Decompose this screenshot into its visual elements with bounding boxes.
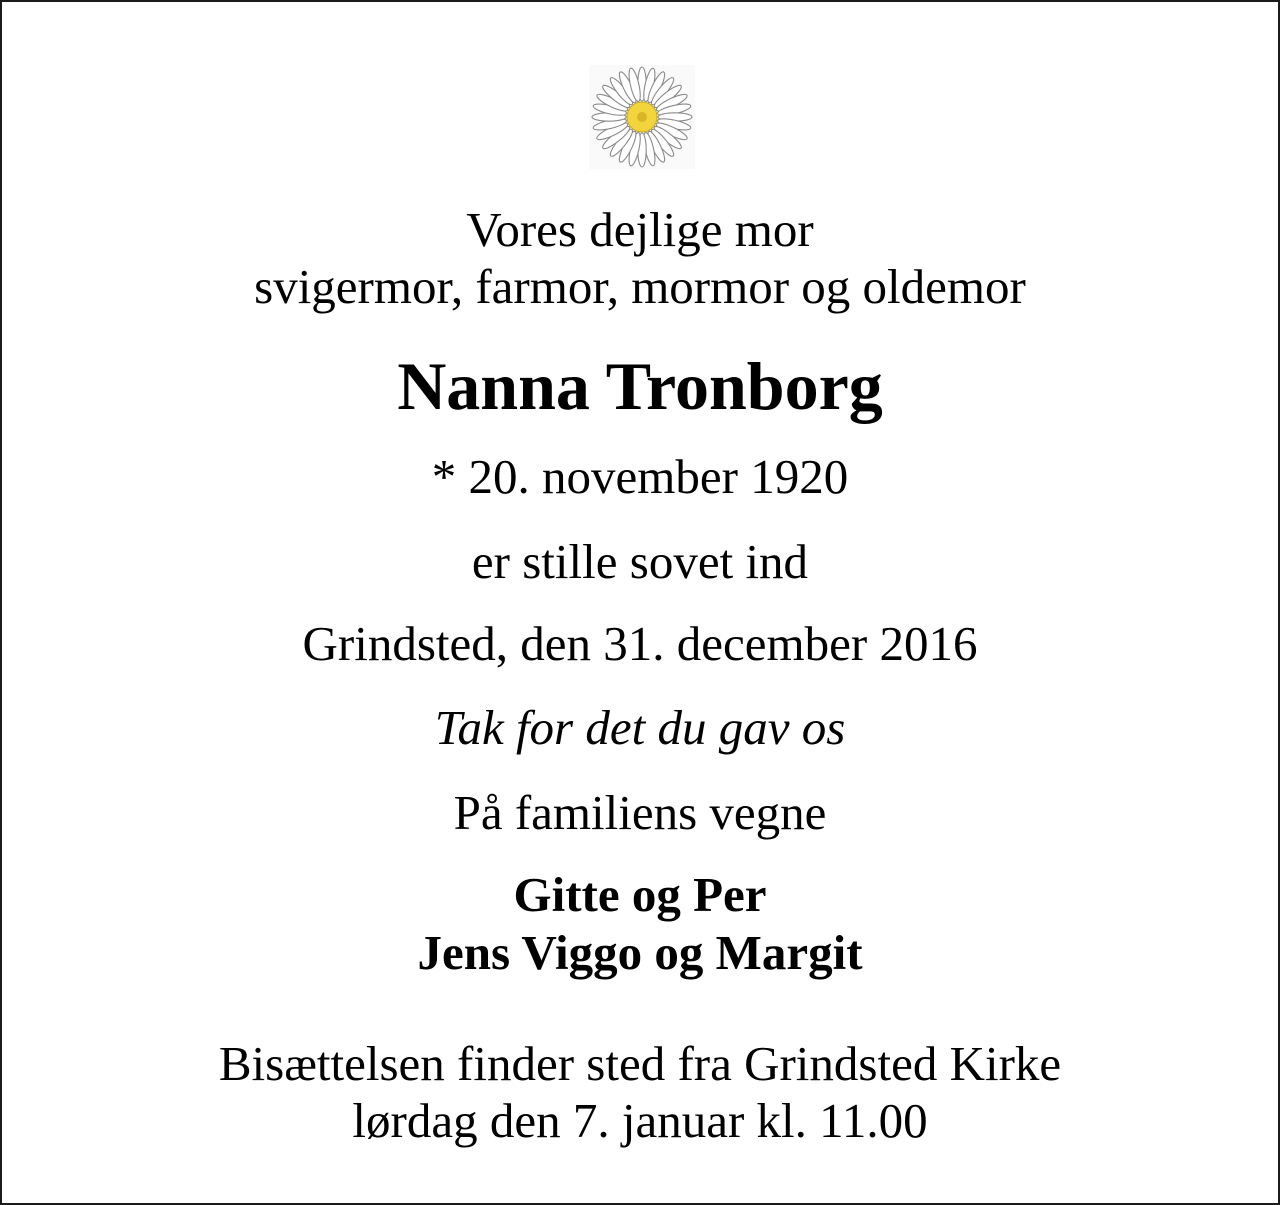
birth-date: * 20. november 1920 [431,449,849,504]
funeral-line-2: lørdag den 7. januar kl. 11.00 [352,1093,928,1148]
funeral-line-1: Bisættelsen finder sted fra Grindsted Kirke [218,1036,1062,1091]
deceased-name: Nanna Tronborg [397,348,883,424]
signatory-1: Gitte og Per [513,867,767,922]
place-and-date: Grindsted, den 31. december 2016 [302,616,978,671]
intro-line-1: Vores dejlige mor [466,202,814,257]
daisy-flower-icon [589,65,695,169]
passed-away-text: er stille sovet ind [471,534,809,589]
thanks-text: Tak for det du gav os [434,700,846,755]
on-behalf-text: På familiens vegne [453,785,827,840]
signatory-2: Jens Viggo og Margit [417,925,863,980]
intro-line-2: svigermor, farmor, mormor og oldemor [254,259,1026,314]
